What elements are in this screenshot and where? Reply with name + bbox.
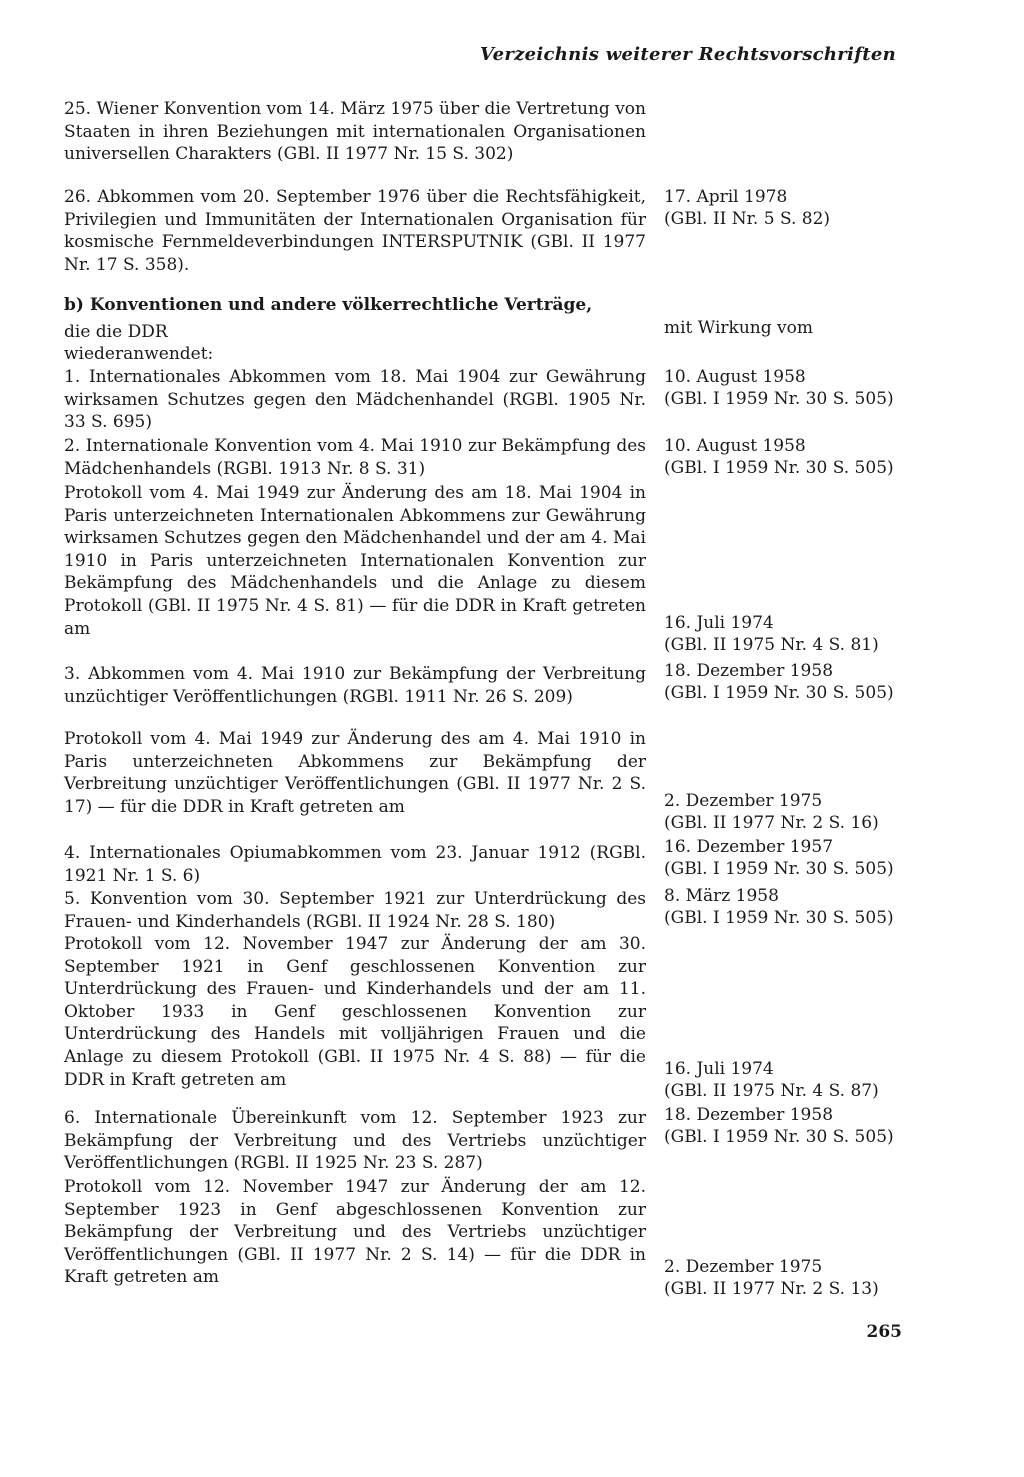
entry-b5: 5. Konvention vom 30. September 1921 zur Unterdrückung des Frauen- und Kinderhandels (RGBl. II 1924 Nr. 28 S. 180) (64, 889, 646, 932)
entry-b2: 2. Internationale Konvention vom 4. Mai 1910 zur Bekämpfung des Mädchenhandels (RGBl. 1913 Nr. 8 S. 31) (64, 436, 646, 479)
entry-b3: 3. Abkommen vom 4. Mai 1910 zur Bekämpfung der Verbreitung unzüchtiger Veröffentlichungen (RGBl. 1911 Nr. 26 S. 209) (64, 664, 646, 707)
date-b3-protokoll: 2. Dezember 1975 (664, 791, 823, 811)
entry-25: 25. Wiener Konvention vom 14. März 1975 über die Vertretung von Staaten in ihren Beziehungen mit internationalen Organisationen universellen Charakters (GBl. II 1977 Nr. 15 S. 302) (64, 99, 646, 165)
entry-b2-protokoll: Protokoll vom 4. Mai 1949 zur Änderung des am 18. Mai 1904 in Paris unterzeichneten Internationalen Abkommens zur Gewährung wirksamen Schutzes gegen den Mädchenhandel und der am 4. Mai 1910 in Paris unterzeichneten Internationalen Konvention zur Bekämpfung des Mädchenhandels und die Anlage zu diesem Protokoll (GBl. II 1975 Nr. 4 S. 81) — für die DDR in Kraft getreten am (64, 483, 646, 639)
entry-26: 26. Abkommen vom 20. September 1976 über die Rechtsfähigkeit, Privilegien und Immunitäten der Internationalen Organisation für kosmische Fernmeldeverbindungen INTERSPUTNIK (GBl. II 1977 Nr. 17 S. 358). (64, 187, 646, 275)
entry-b6: 6. Internationale Übereinkunft vom 12. September 1923 zur Bekämpfung der Verbreitung und des Vertriebs unzüchtiger Veröffentlichungen (RGBl. II 1925 Nr. 23 S. 287) (64, 1108, 646, 1174)
date-b3: 18. Dezember 1958 (664, 661, 834, 681)
date-b2: 10. August 1958 (664, 436, 806, 456)
section-b-line3: wiederanwendet: (64, 344, 214, 364)
date-b6-protokoll: 2. Dezember 1975 (664, 1257, 823, 1277)
ref-b2: (GBl. I 1959 Nr. 30 S. 505) (664, 458, 894, 478)
ref-26: (GBl. II Nr. 5 S. 82) (664, 209, 831, 229)
entry-b6-protokoll: Protokoll vom 12. November 1947 zur Änderung der am 12. September 1923 in Genf abgeschlossenen Konvention zur Bekämpfung der Verbreitung und des Vertriebs unzüchtiger Veröffentlichungen (GBl. II 1977 Nr. 2 S. 14) — für die DDR in Kraft getreten am (64, 1177, 646, 1288)
date-b5-protokoll: 16. Juli 1974 (664, 1059, 774, 1079)
date-b6: 18. Dezember 1958 (664, 1105, 834, 1125)
section-b-title: b) Konventionen und andere völkerrechtliche Verträge, (64, 295, 593, 315)
ref-b3-protokoll: (GBl. II 1977 Nr. 2 S. 16) (664, 813, 879, 833)
section-b-line2: die die DDR (64, 322, 168, 342)
date-26: 17. April 1978 (664, 187, 788, 207)
ref-b1: (GBl. I 1959 Nr. 30 S. 505) (664, 389, 894, 409)
page-number: 265 (866, 1322, 902, 1342)
wirkung-label: mit Wirkung vom (664, 318, 813, 338)
date-b1: 10. August 1958 (664, 367, 806, 387)
date-b2-protokoll: 16. Juli 1974 (664, 613, 774, 633)
ref-b6: (GBl. I 1959 Nr. 30 S. 505) (664, 1127, 894, 1147)
date-b4: 16. Dezember 1957 (664, 837, 834, 857)
ref-b5-protokoll: (GBl. II 1975 Nr. 4 S. 87) (664, 1081, 879, 1101)
entry-b1: 1. Internationales Abkommen vom 18. Mai 1904 zur Gewährung wirksamen Schutzes gegen den Mädchenhandel (RGBl. 1905 Nr. 33 S. 695) (64, 367, 646, 433)
entry-b4: 4. Internationales Opiumabkommen vom 23. Januar 1912 (RGBl. 1921 Nr. 1 S. 6) (64, 843, 646, 886)
ref-b4: (GBl. I 1959 Nr. 30 S. 505) (664, 859, 894, 879)
date-b5: 8. März 1958 (664, 886, 779, 906)
ref-b6-protokoll: (GBl. II 1977 Nr. 2 S. 13) (664, 1279, 879, 1299)
ref-b3: (GBl. I 1959 Nr. 30 S. 505) (664, 683, 894, 703)
running-header: Verzeichnis weiterer Rechtsvorschriften (479, 44, 896, 65)
ref-b2-protokoll: (GBl. II 1975 Nr. 4 S. 81) (664, 635, 879, 655)
entry-b3-protokoll: Protokoll vom 4. Mai 1949 zur Änderung des am 4. Mai 1910 in Paris unterzeichneten Abkommens zur Bekämpfung der Verbreitung unzüchtiger Veröffentlichungen (GBl. II 1977 Nr. 2 S. 17) — für die DDR in Kraft getreten am (64, 729, 646, 817)
ref-b5: (GBl. I 1959 Nr. 30 S. 505) (664, 908, 894, 928)
entry-b5-protokoll: Protokoll vom 12. November 1947 zur Änderung der am 30. September 1921 in Genf geschlossenen Konvention zur Unterdrückung des Frauen- und Kinderhandels und der am 11. Oktober 1933 in Genf geschlossenen Konvention zur Unterdrückung des Handels mit volljährigen Frauen und die Anlage zu diesem Protokoll (GBl. II 1975 Nr. 4 S. 88) — für die DDR in Kraft getreten am (64, 934, 646, 1090)
